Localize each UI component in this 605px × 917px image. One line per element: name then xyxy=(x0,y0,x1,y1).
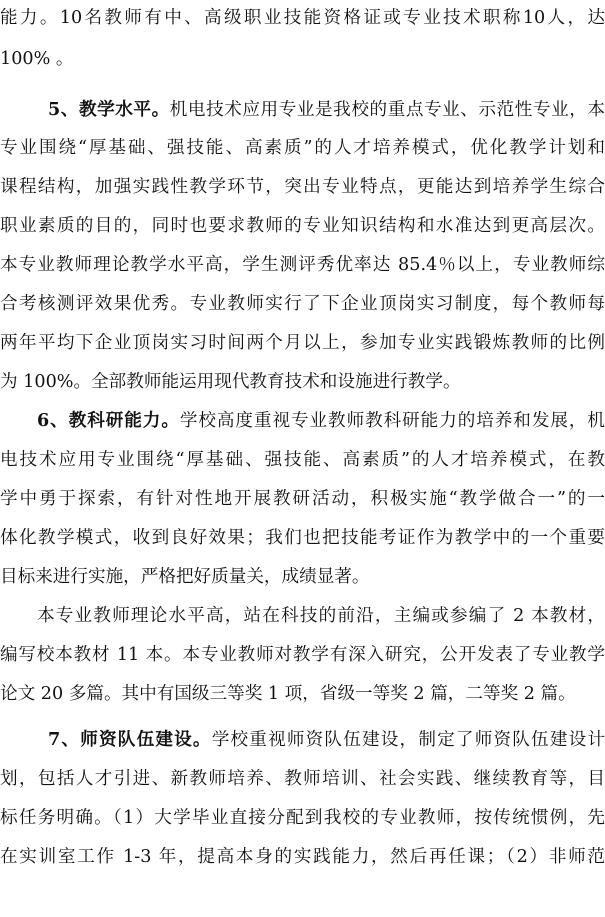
section-heading-research-ability: 6、教科研能力。 xyxy=(37,410,180,431)
text-line: 课程结构，加强实践性教学环节，突出专业特点，更能达到培养学生综合 xyxy=(0,177,605,197)
text-line xyxy=(0,722,605,758)
text-line xyxy=(0,403,605,439)
text-run: 学校高度重视专业教师教科研能力的培养和发展，机 xyxy=(179,411,605,431)
text-line: 体化教学模式，收到良好效果；我们也把技能考证作为教学中的一个重要 xyxy=(0,528,605,548)
text-line xyxy=(0,92,605,128)
text-line: 论文 20 多篇。其中有国级三等奖 1 项，省级一等奖 2 篇，二等奖 2 篇。 xyxy=(0,684,576,704)
text-run: 机电技术应用专业是我校的重点专业、示范性专业，本 xyxy=(169,100,605,120)
text-line: 合考核测评效果优秀。专业教师实行了下企业顶岗实习制度，每个教师每 xyxy=(0,294,605,314)
text-line: 标任务明确。（1）大学毕业直接分配到我校的专业教师，按传统惯例，先 xyxy=(0,808,605,828)
text-line: 编写校本教材 11 本。本专业教师对教学有深入研究，公开发表了专业教学 xyxy=(0,645,605,665)
text-line: 专业围绕“厚基础、强技能、高素质”的人才培养模式，优化教学计划和 xyxy=(0,138,605,158)
text-line: 电技术应用专业围绕“厚基础、强技能、高素质”的人才培养模式，在教 xyxy=(0,450,605,470)
text-line: 职业素质的目的，同时也要求教师的专业知识结构和水准达到更高层次。 xyxy=(0,216,605,236)
text-line: 划，包括人才引进、新教师培养、教师培训、社会实践、继续教育等，目 xyxy=(0,769,605,789)
text-line: 本专业教师理论教学水平高，学生测评秀优率达 85.4％以上，专业教师综 xyxy=(0,255,605,275)
text-run: 学校重视师资队伍建设，制定了师资队伍建设计 xyxy=(211,730,605,750)
section-heading-faculty-building: 7、师资队伍建设。 xyxy=(48,729,212,750)
text-line: 学中勇于探索，有针对性地开展教研活动，积极实施“教学做合一”的一 xyxy=(0,489,605,509)
text-line: 本专业教师理论水平高，站在科技的前沿，主编或参编了 2 本教材， xyxy=(37,606,605,626)
section-heading-teaching-level: 5、教学水平。 xyxy=(48,99,170,120)
text-line: 两年平均下企业顶岗实习时间两个月以上，参加专业实践锻炼教师的比例 xyxy=(0,333,605,353)
text-line: 在实训室工作 1-3 年，提高本身的实践能力，然后再任课；（2）非师范 xyxy=(0,847,605,867)
text-line: 100% 。 xyxy=(0,49,74,69)
text-line: 为 100%。全部教师能运用现代教育技术和设施进行教学。 xyxy=(0,372,461,392)
text-line: 目标来进行实施，严格把好质量关，成绩显著。 xyxy=(0,567,370,587)
text-line: 能力。10名教师有中、高级职业技能资格证或专业技术职称10人，达 xyxy=(0,8,605,28)
